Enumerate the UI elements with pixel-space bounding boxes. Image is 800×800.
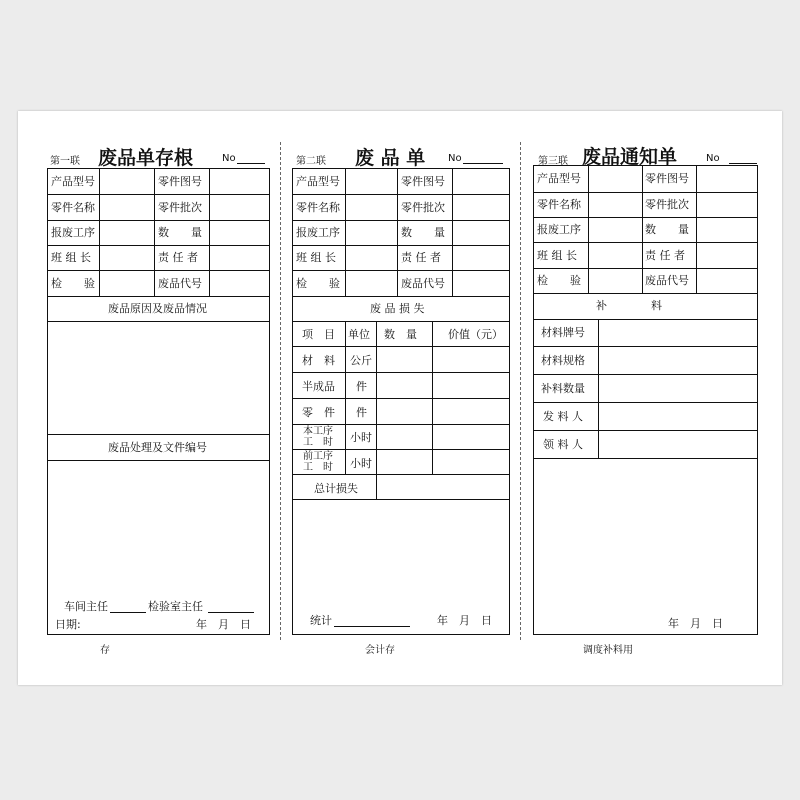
form2-vline	[397, 168, 398, 296]
form3-vline	[696, 165, 697, 293]
form2-field-label: 检 验	[296, 277, 340, 290]
form1-lab-director: 检验室主任	[148, 600, 203, 613]
form2-field-label: 零件名称	[296, 201, 340, 214]
form1-workshop-director: 车间主任	[64, 600, 108, 613]
form3-hline	[533, 242, 758, 243]
form2-loss-unit: 小时	[350, 431, 372, 444]
form1-signature-line	[208, 612, 254, 613]
form2-vline	[452, 168, 453, 296]
form1-hline	[47, 321, 270, 322]
form2-field-label: 数 量	[401, 226, 445, 239]
form1-hline	[47, 245, 270, 246]
form2-loss-item: 工 时	[303, 462, 333, 473]
form2-total-loss: 总计损失	[314, 482, 358, 495]
form3-field-label: 零件批次	[645, 198, 689, 211]
form1-signature-line	[110, 612, 146, 613]
form1-number-line	[237, 163, 265, 164]
form2-hline	[292, 499, 510, 500]
form1-vline	[209, 168, 210, 296]
form3-hline	[533, 192, 758, 193]
form1-date-label: 日期:	[55, 618, 81, 631]
form2-col-qty: 数 量	[384, 328, 417, 341]
form3-supp-label: 领 料 人	[543, 438, 583, 451]
form2-loss-unit: 件	[356, 380, 367, 393]
form1-vline	[99, 168, 100, 296]
form3-field-label: 零件图号	[645, 172, 689, 185]
form3-field-label: 检 验	[537, 274, 581, 287]
form1-field-label: 班 组 长	[51, 251, 91, 264]
form3-ymd: 年 月 日	[668, 617, 723, 630]
form2-hline	[292, 296, 510, 297]
form3-supp-label: 材料牌号	[541, 326, 585, 339]
form3-hline	[533, 402, 758, 403]
form2-vline	[345, 321, 346, 474]
form2-hline	[292, 270, 510, 271]
form2-vline	[432, 321, 433, 474]
form1-field-label: 责 任 者	[158, 251, 198, 264]
form2-signature-line	[334, 626, 410, 627]
form2-loss-item: 半成品	[302, 380, 335, 393]
form2-field-label: 产品型号	[296, 175, 340, 188]
form2-loss-item: 材 料	[302, 354, 335, 367]
form1-ymd: 年 月 日	[196, 618, 251, 631]
form2-number-line	[463, 163, 503, 164]
form3-hline	[533, 346, 758, 347]
form3-vline	[642, 165, 643, 293]
form1-hline	[47, 270, 270, 271]
form2-hline	[292, 346, 510, 347]
form2-field-label: 报废工序	[296, 226, 340, 239]
form1-hline	[47, 434, 270, 435]
form3-footer: 调度补料用	[583, 645, 633, 656]
form3-field-label: 班 组 长	[537, 249, 577, 262]
form3-number-label: No	[706, 153, 720, 164]
form3-hline	[533, 374, 758, 375]
form3-field-label: 报废工序	[537, 223, 581, 236]
form3-field-label: 产品型号	[537, 172, 581, 185]
form2-vline	[376, 321, 377, 499]
form3-vline	[598, 319, 599, 458]
form2-col-value: 价值（元）	[448, 328, 503, 341]
perforation-line-2	[520, 142, 521, 640]
form2-col-unit: 单位	[348, 328, 370, 341]
form1-hline	[47, 296, 270, 297]
form1-field-label: 报废工序	[51, 226, 95, 239]
form3-hline	[533, 217, 758, 218]
form3-field-label: 责 任 者	[645, 249, 685, 262]
form2-hline	[292, 474, 510, 475]
form3-supplement-title: 补 料	[596, 299, 662, 312]
form2-loss-item: 本工序	[303, 426, 333, 437]
form3-vline	[588, 165, 589, 293]
form2-hline	[292, 245, 510, 246]
form1-hline	[47, 194, 270, 195]
form2-hline	[292, 449, 510, 450]
form3-field-label: 废品代号	[645, 274, 689, 287]
form1-field-label: 零件名称	[51, 201, 95, 214]
form3-hline	[533, 268, 758, 269]
form1-copy-label: 第一联	[50, 156, 80, 167]
form2-field-label: 废品代号	[401, 277, 445, 290]
form3-hline	[533, 319, 758, 320]
form2-vline	[345, 168, 346, 296]
form2-loss-unit: 公斤	[350, 354, 372, 367]
form1-section-disposal: 废品处理及文件编号	[108, 441, 207, 454]
form3-supp-label: 材料规格	[541, 354, 585, 367]
form2-copy-label: 第二联	[296, 156, 326, 167]
form3-hline	[533, 293, 758, 294]
form2-hline	[292, 398, 510, 399]
form1-footer: 存	[100, 645, 110, 656]
form3-field-label: 数 量	[645, 223, 689, 236]
form2-field-label: 班 组 长	[296, 251, 336, 264]
form1-field-label: 检 验	[51, 277, 95, 290]
form1-field-label: 数 量	[158, 226, 202, 239]
form2-footer: 会计存	[365, 645, 395, 656]
form1-section-reason: 废品原因及废品情况	[108, 302, 207, 315]
form1-title: 废品单存根	[98, 147, 194, 169]
form2-loss-unit: 小时	[350, 457, 372, 470]
form2-field-label: 责 任 者	[401, 251, 441, 264]
form2-col-item: 项 目	[302, 328, 335, 341]
form1-vline	[154, 168, 155, 296]
form2-number-label: No	[448, 153, 462, 164]
form3-field-label: 零件名称	[537, 198, 581, 211]
form3-supp-label: 补料数量	[541, 382, 585, 395]
form3-supp-label: 发 料 人	[543, 410, 583, 423]
form2-hline	[292, 321, 510, 322]
form2-field-label: 零件批次	[401, 201, 445, 214]
form2-hline	[292, 194, 510, 195]
form1-field-label: 零件批次	[158, 201, 202, 214]
form2-title: 废 品 单	[355, 147, 426, 169]
form2-hline	[292, 372, 510, 373]
form2-loss-title: 废 品 损 失	[370, 302, 425, 315]
form2-field-label: 零件图号	[401, 175, 445, 188]
form3-number-line	[729, 163, 757, 164]
form3-copy-label: 第三联	[538, 156, 568, 167]
form2-stat-label: 统计	[310, 614, 332, 627]
form1-field-label: 废品代号	[158, 277, 202, 290]
form2-ymd: 年 月 日	[437, 614, 492, 627]
form1-field-label: 产品型号	[51, 175, 95, 188]
form1-field-label: 零件图号	[158, 175, 202, 188]
form2-hline	[292, 220, 510, 221]
form1-number-label: No	[222, 153, 236, 164]
form3-hline	[533, 430, 758, 431]
form2-loss-item: 零 件	[302, 406, 335, 419]
form2-loss-item: 前工序	[303, 451, 333, 462]
form2-loss-item: 工 时	[303, 437, 333, 448]
form2-loss-unit: 件	[356, 406, 367, 419]
form2-hline	[292, 424, 510, 425]
form3-hline	[533, 458, 758, 459]
form1-hline	[47, 220, 270, 221]
form3-title: 废品通知单	[582, 146, 678, 168]
perforation-line-1	[280, 142, 281, 640]
form1-hline	[47, 460, 270, 461]
